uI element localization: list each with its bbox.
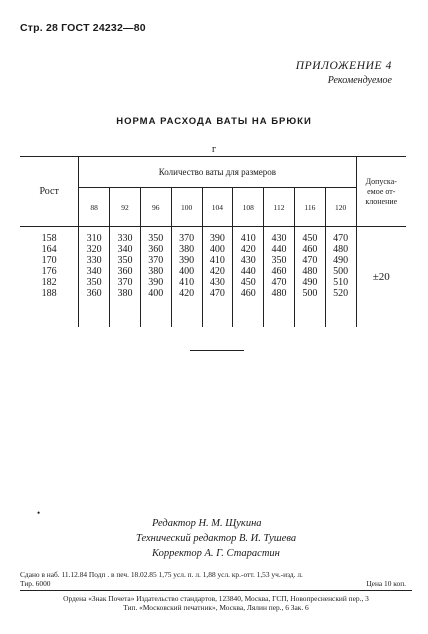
dot-mark: •	[37, 508, 41, 518]
size-column-104	[202, 227, 233, 328]
table-cell: 360	[117, 266, 133, 277]
table-cell: 350	[148, 233, 164, 244]
size-column-108	[233, 227, 264, 328]
table-cell: 380	[179, 244, 195, 255]
table-cell: 500	[333, 266, 349, 277]
table-cell: 370	[179, 233, 195, 244]
table-cell: 480	[333, 244, 349, 255]
size-header-112: 112	[264, 188, 295, 227]
table-cell: 340	[117, 244, 133, 255]
tolerance-header-text: Допуска- емое от- клонение	[365, 176, 398, 206]
size-column-116	[294, 227, 325, 328]
table-cell: 480	[302, 266, 318, 277]
table-cell: 450	[302, 233, 318, 244]
table-cell: 420	[179, 288, 195, 299]
table-cell: 440	[240, 266, 256, 277]
size-header-116: 116	[294, 188, 325, 227]
table-cell: 470	[302, 255, 318, 266]
col-rost-header: Рост	[20, 157, 79, 227]
table-cell: 350	[117, 255, 133, 266]
imprint-line: Сдано в наб. 11.12.84 Подп . в печ. 18.02.85 1,75 усл. п. л. 1,88 усл. кр.-отт. 1,53 уч.-изд. л.	[20, 570, 303, 579]
table-cell: 420	[240, 244, 256, 255]
size-column-92	[110, 227, 141, 328]
size-column-100	[171, 227, 202, 328]
table-cell: 350	[86, 277, 102, 288]
appendix-subtitle: Рекомендуемое	[327, 75, 392, 86]
table-cell: 490	[302, 277, 318, 288]
size-header-88: 88	[79, 188, 110, 227]
table-cell: 380	[148, 266, 164, 277]
table-cell: 430	[240, 255, 256, 266]
size-column-88	[79, 227, 110, 328]
circulation-line: Тир. 6000	[20, 579, 51, 588]
table-cell: 470	[209, 288, 225, 299]
norm-table	[20, 156, 406, 327]
col-qty-header: Количество ваты для размеров	[79, 157, 356, 188]
unit-label: г	[211, 144, 217, 155]
table-cell: 380	[117, 288, 133, 299]
table-cell: 470	[271, 277, 287, 288]
table-cell: 410	[240, 233, 256, 244]
table-cell: 320	[86, 244, 102, 255]
table-cell: 440	[271, 244, 287, 255]
table-cell: 460	[271, 266, 287, 277]
publisher-line: Ордена «Знак Почета» Издательство стандартов, 123840, Москва, ГСП, Новопресненский пер., 3	[63, 594, 369, 603]
table-cell: 520	[333, 288, 349, 299]
table-cell: 400	[209, 244, 225, 255]
separator-line	[190, 350, 244, 351]
table-cell: 360	[86, 288, 102, 299]
table-cell: 510	[333, 277, 349, 288]
table-cell: 400	[179, 266, 195, 277]
printer-line: Тип. «Московский печатник», Москва, Лялин пер., 6 Зак. 6	[123, 603, 309, 612]
table-cell: 400	[148, 288, 164, 299]
rost-value: 170	[41, 255, 57, 266]
table-cell: 390	[179, 255, 195, 266]
table-cell: 390	[148, 277, 164, 288]
size-header-96: 96	[140, 188, 171, 227]
rost-column	[20, 227, 79, 328]
size-header-120: 120	[325, 188, 356, 227]
table-cell: 350	[271, 255, 287, 266]
size-header-104: 104	[202, 188, 233, 227]
table-cell: 460	[302, 244, 318, 255]
table-cell: 360	[148, 244, 164, 255]
rost-value: 176	[41, 266, 57, 277]
rost-value: 188	[41, 288, 57, 299]
table-title: НОРМА РАСХОДА ВАТЫ НА БРЮКИ	[116, 116, 312, 127]
tolerance-value: ±20	[356, 227, 406, 328]
corrector-line: Корректор А. Г. Старастин	[152, 548, 280, 559]
table-cell: 340	[86, 266, 102, 277]
size-header-100: 100	[171, 188, 202, 227]
price-line: Цена 10 коп.	[366, 579, 406, 588]
table-cell: 410	[179, 277, 195, 288]
rost-value: 158	[41, 233, 57, 244]
table-cell: 450	[240, 277, 256, 288]
table-cell: 370	[148, 255, 164, 266]
size-header-108: 108	[233, 188, 264, 227]
table-cell: 500	[302, 288, 318, 299]
table-cell: 330	[117, 233, 133, 244]
table-cell: 370	[117, 277, 133, 288]
table-cell: 430	[209, 277, 225, 288]
size-header-92: 92	[110, 188, 141, 227]
table-cell: 310	[86, 233, 102, 244]
tech-editor-line: Технический редактор В. И. Тушева	[136, 533, 297, 544]
table-cell: 410	[209, 255, 225, 266]
table-cell: 470	[333, 233, 349, 244]
table-cell: 330	[86, 255, 102, 266]
appendix-title: ПРИЛОЖЕНИЕ 4	[295, 60, 392, 72]
table-cell: 490	[333, 255, 349, 266]
size-column-120	[325, 227, 356, 328]
rost-value: 182	[41, 277, 57, 288]
size-column-96	[140, 227, 171, 328]
col-tolerance-header	[356, 157, 406, 227]
table-cell: 430	[271, 233, 287, 244]
table-cell: 390	[209, 233, 225, 244]
page-header: Стр. 28 ГОСТ 24232—80	[20, 22, 146, 34]
footer-rule	[20, 590, 412, 591]
table-cell: 460	[240, 288, 256, 299]
editor-line: Редактор Н. М. Щукина	[152, 518, 262, 529]
rost-value: 164	[41, 244, 57, 255]
table-cell: 480	[271, 288, 287, 299]
size-column-112	[264, 227, 295, 328]
table-cell: 420	[209, 266, 225, 277]
